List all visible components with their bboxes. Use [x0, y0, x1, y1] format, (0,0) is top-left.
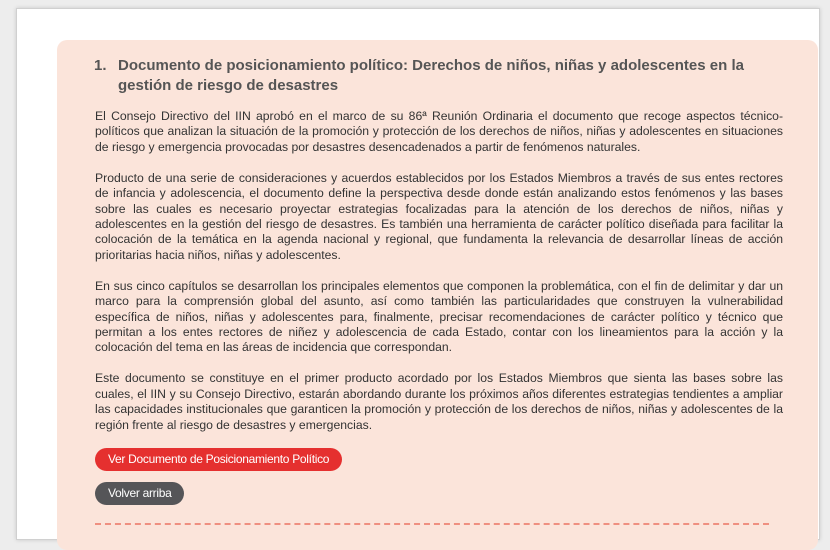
- section-body: [95, 109, 783, 449]
- paragraph-2: Producto de una serie de consideraciones y acuerdos establecidos por los Estados Miembros a través de sus entes rectores de infancia y adolescencia, el documento define la perspectiva desde donde están analizando estos fenómenos y las bases sobre las cuales es necesario proyectar estrategias focalizadas para la atención de los derechos de niños, niñas y adolescentes en la gestión del riesgo de desastres. Es también una herramienta de carácter político diseñada para facilitar la colocación de la temática en la agenda nacional y regional, que fundamenta la relevancia de desarrollar líneas de acción prioritarias hacia niños, niñas y adolescentes.: [95, 170, 783, 262]
- section-title: Documento de posicionamiento político: Derechos de niños, niñas y adolescentes en la gestión de riesgo de desastres: [118, 57, 744, 94]
- paragraph-1: El Consejo Directivo del IIN aprobó en el marco de su 86ª Reunión Ordinaria el documento que recoge aspectos técnico-políticos que analizan la situación de la promoción y protección de los derechos de niños, niñas y adolescentes en situaciones de riesgo y emergencia provocadas por desastres desencadenados a partir de fenómenos naturales.: [95, 109, 783, 154]
- document-section-card: [57, 40, 818, 550]
- page-frame: [16, 8, 820, 540]
- back-to-top-button[interactable]: Volver arriba: [95, 482, 184, 505]
- dashed-divider: [95, 523, 769, 525]
- section-number: 1.: [94, 57, 107, 74]
- paragraph-4: Este documento se constituye en el primer producto acordado por los Estados Miembros que sienta las bases sobre las cuales, el IIN y su Consejo Directivo, estarán abordando durante los próximos años diferentes estrategias tendientes a ampliar las capacidades institucionales que garanticen la promoción y protección de los derechos de niños, niñas y adolescentes de la región frente al riesgo de desastres y emergencias.: [95, 371, 783, 432]
- section-heading: [94, 56, 794, 96]
- view-document-button[interactable]: Ver Documento de Posicionamiento Político: [95, 448, 342, 471]
- paragraph-3: En sus cinco capítulos se desarrollan los principales elementos que componen la problemática, con el fin de delimitar y dar un marco para la comprensión global del asunto, así como también las particularidades que construyen la vulnerabilidad específica de niños, niñas y adolescentes para, finalmente, precisar recomendaciones de carácter político y técnico que permitan a los entes rectores de niñez y adolescencia de cada Estado, contar con los lineamientos para la acción y la colocación del tema en las áreas de incidencia que correspondan.: [95, 278, 783, 355]
